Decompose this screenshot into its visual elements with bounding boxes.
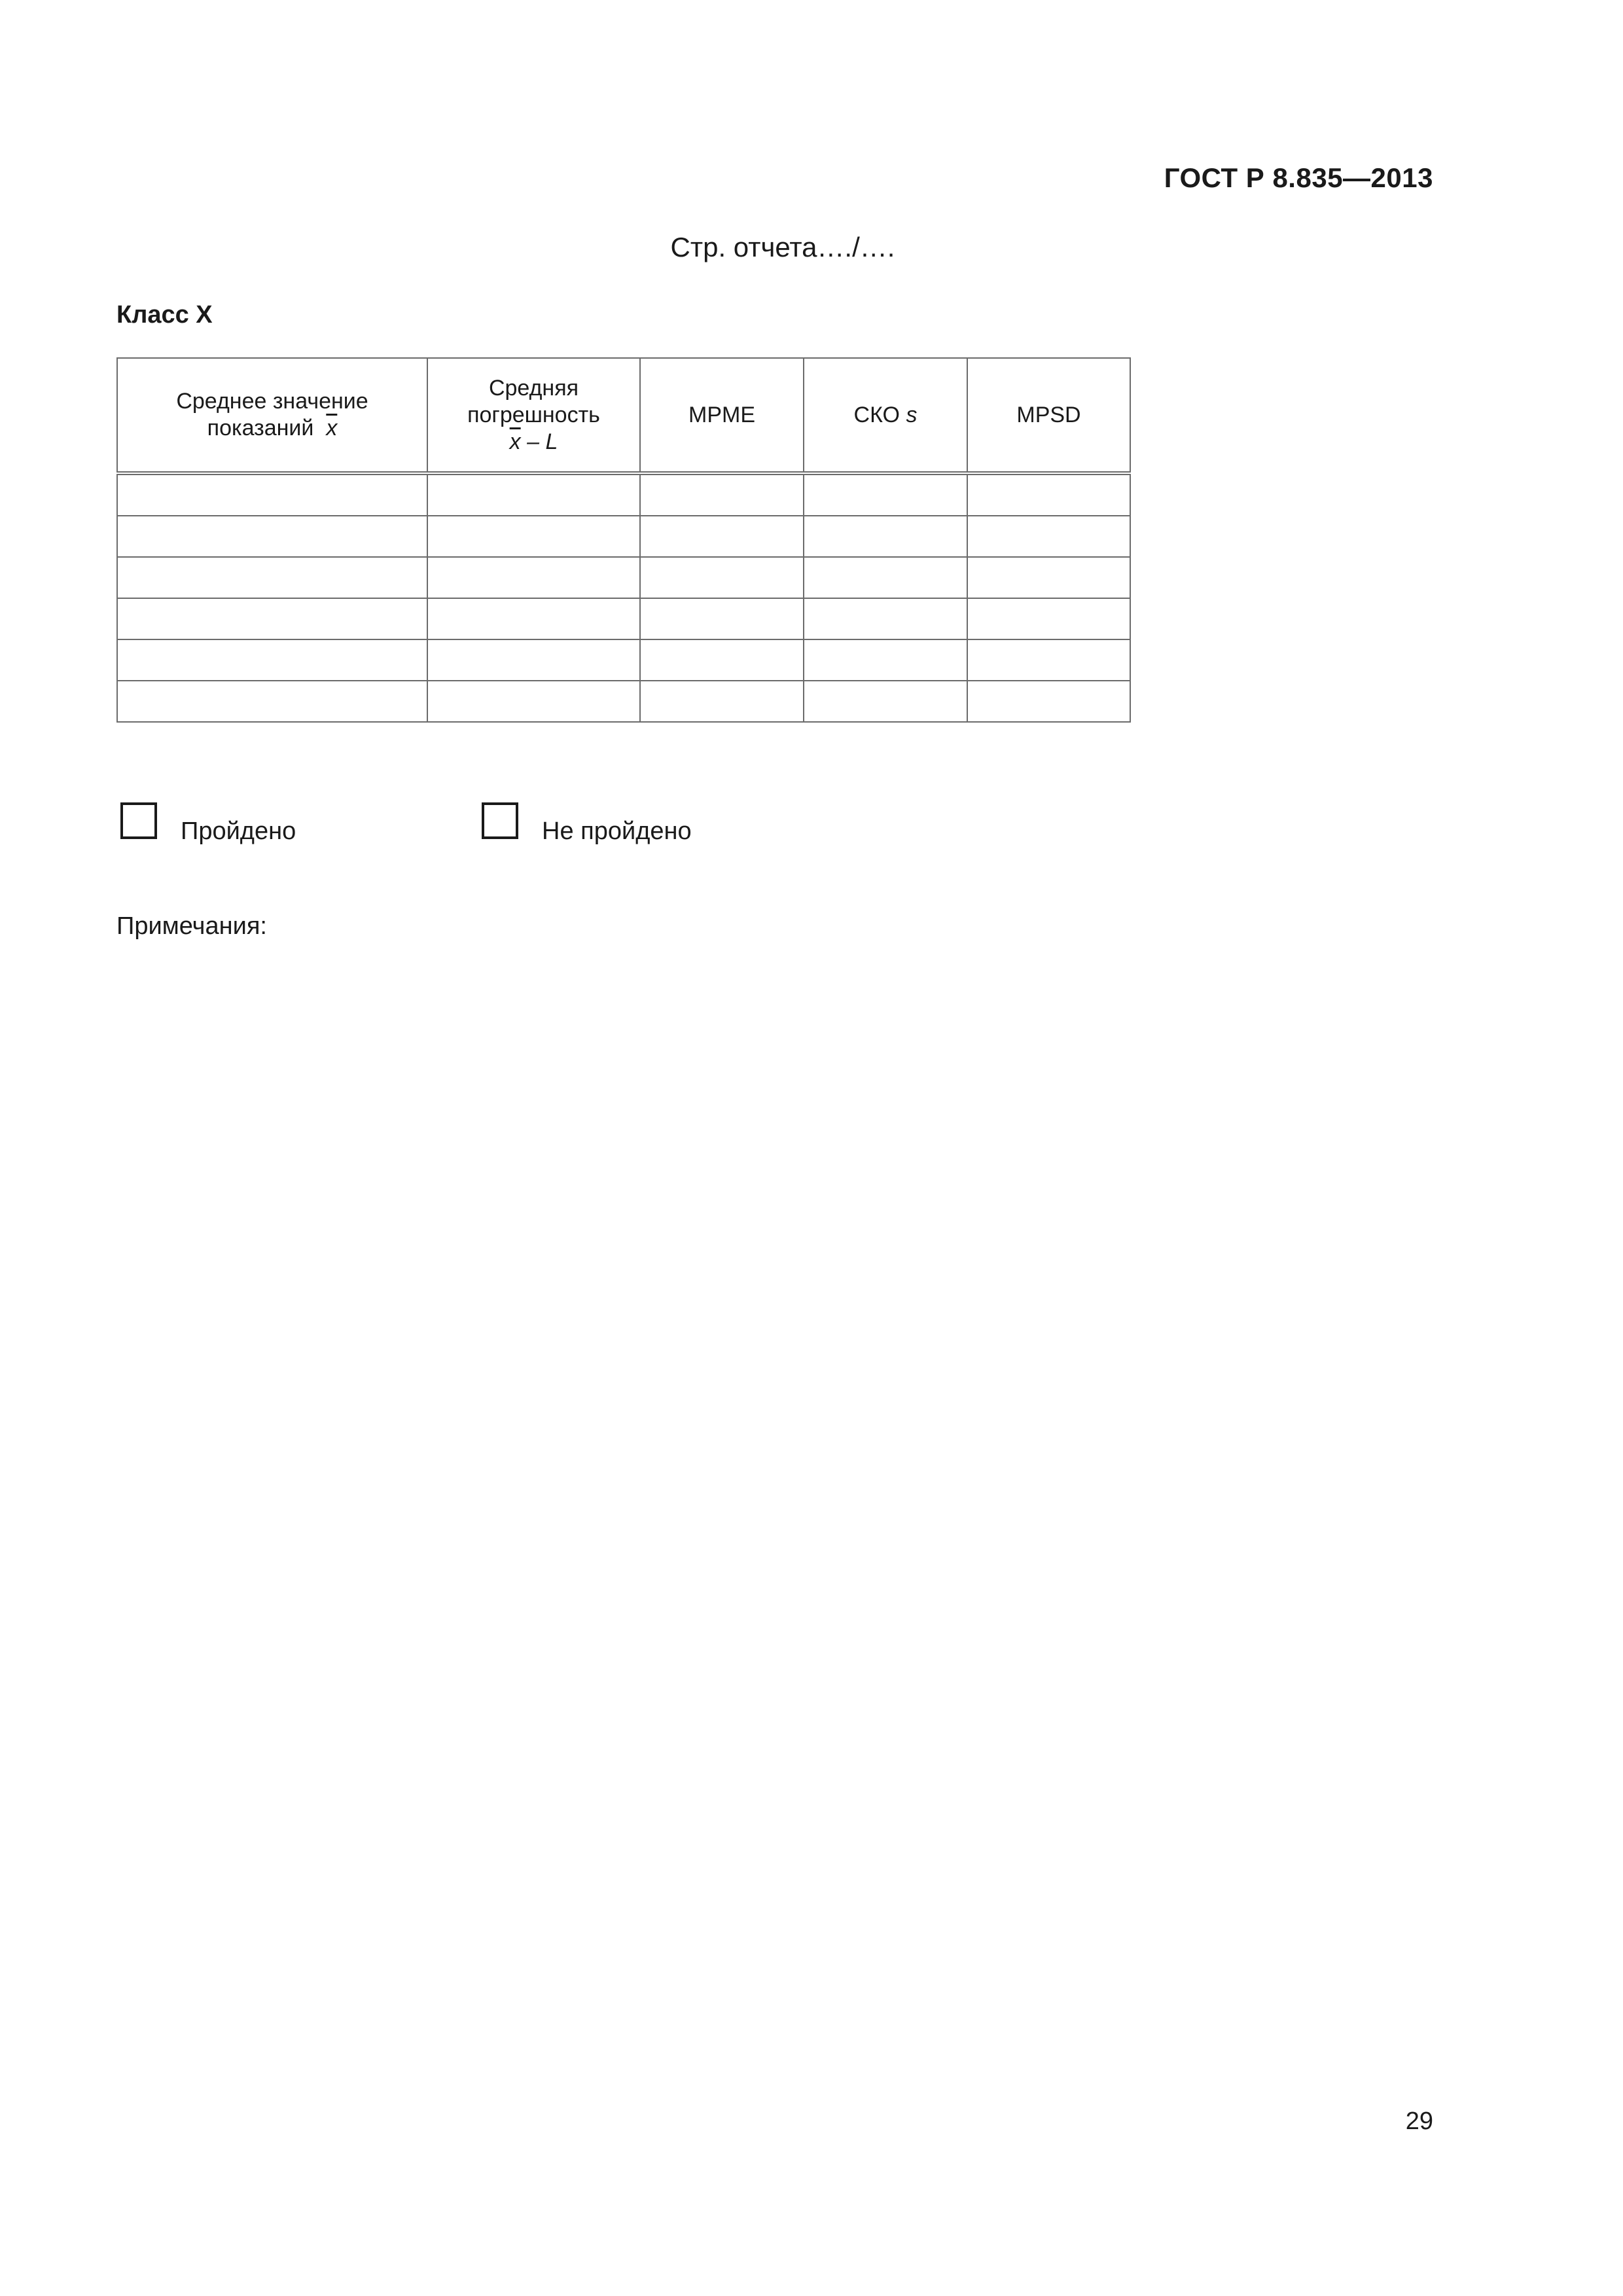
table-cell[interactable] bbox=[640, 516, 804, 557]
table-row bbox=[117, 473, 1130, 516]
table-cell[interactable] bbox=[804, 473, 967, 516]
table-cell[interactable] bbox=[804, 681, 967, 722]
table-cell[interactable] bbox=[967, 681, 1130, 722]
header-sko: СКО s bbox=[804, 358, 967, 473]
table-cell[interactable] bbox=[117, 598, 427, 639]
table-cell[interactable] bbox=[117, 681, 427, 722]
table-cell[interactable] bbox=[640, 639, 804, 681]
page-number: 29 bbox=[1405, 2108, 1433, 2135]
table-row bbox=[117, 639, 1130, 681]
table-cell[interactable] bbox=[967, 557, 1130, 598]
table-header-row bbox=[117, 358, 1130, 473]
table-cell[interactable] bbox=[640, 598, 804, 639]
report-page-indicator: Стр. отчета…./…. bbox=[670, 232, 895, 262]
table-cell[interactable] bbox=[804, 639, 967, 681]
table-cell[interactable] bbox=[804, 516, 967, 557]
table-row bbox=[117, 681, 1130, 722]
table-cell[interactable] bbox=[967, 473, 1130, 516]
table-cell[interactable] bbox=[427, 639, 640, 681]
x-bar-symbol: $\overline{x}$ bbox=[509, 429, 521, 454]
s-symbol: s bbox=[906, 402, 918, 427]
results-table bbox=[116, 357, 1131, 723]
table-cell[interactable] bbox=[117, 557, 427, 598]
table-cell[interactable] bbox=[117, 639, 427, 681]
section-title: Класс X bbox=[116, 301, 213, 329]
header-mpme: MPME bbox=[640, 358, 804, 473]
table-cell[interactable] bbox=[967, 598, 1130, 639]
table-cell[interactable] bbox=[804, 557, 967, 598]
table-cell[interactable] bbox=[804, 598, 967, 639]
passed-option[interactable] bbox=[120, 802, 296, 845]
table-cell[interactable] bbox=[427, 557, 640, 598]
table-cell[interactable] bbox=[427, 516, 640, 557]
table-row bbox=[117, 598, 1130, 639]
minus-l-term: – L bbox=[527, 429, 558, 454]
table-row bbox=[117, 557, 1130, 598]
failed-checkbox[interactable] bbox=[482, 802, 518, 839]
standard-code: ГОСТ Р 8.835—2013 bbox=[1164, 162, 1433, 193]
header-mean-readings: Среднее значение показаний $\overline{x}$ bbox=[117, 358, 427, 473]
table-cell[interactable] bbox=[427, 473, 640, 516]
passed-checkbox[interactable] bbox=[120, 802, 157, 839]
table-cell[interactable] bbox=[640, 557, 804, 598]
table-cell[interactable] bbox=[117, 516, 427, 557]
table-cell[interactable] bbox=[967, 639, 1130, 681]
failed-label: Не пройдено bbox=[542, 817, 692, 845]
table-cell[interactable] bbox=[967, 516, 1130, 557]
x-bar-symbol: $\overline{x}$ bbox=[326, 416, 338, 440]
failed-option[interactable] bbox=[482, 802, 692, 845]
table-cell[interactable] bbox=[427, 681, 640, 722]
header-mpsd: MPSD bbox=[967, 358, 1130, 473]
table-row bbox=[117, 516, 1130, 557]
passed-label: Пройдено bbox=[181, 817, 296, 845]
header-mean-error: Средняя погрешность $\overline{x}$ – L bbox=[427, 358, 640, 473]
notes-label: Примечания: bbox=[116, 912, 267, 940]
table-cell[interactable] bbox=[117, 473, 427, 516]
table-cell[interactable] bbox=[640, 681, 804, 722]
table-cell[interactable] bbox=[427, 598, 640, 639]
table-cell[interactable] bbox=[640, 473, 804, 516]
